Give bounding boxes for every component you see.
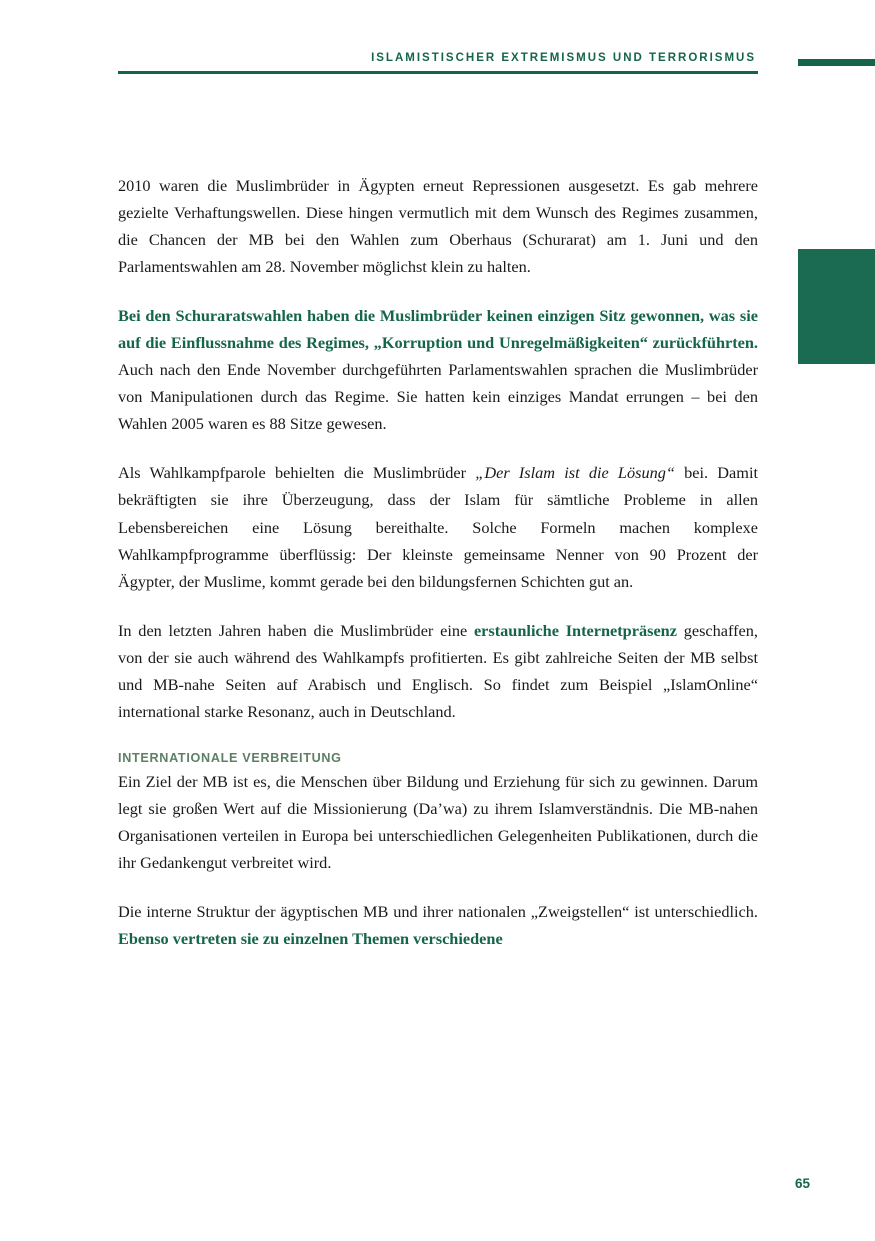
header-edge-tab	[798, 59, 875, 66]
paragraph-6-before: Die interne Struktur der ägyptischen MB und ihrer nationalen „Zweigstellen“ ist unterschiedlich.	[118, 902, 758, 922]
paragraph-2-highlight: Bei den Schuraratswahlen haben die Muslimbrüder keinen einzigen Sitz gewonnen, was sie auf die Einflussnahme des Regimes, „Korruption und Unregelmäßigkeiten“ zurückführten.	[118, 306, 758, 353]
paragraph-1: 2010 waren die Muslimbrüder in Ägypten erneut Repressionen ausgesetzt. Es gab mehrere gezielte Verhaftungswellen. Diese hingen vermutlich mit dem Wunsch des Regimes zusammen, die Chancen der MB bei den Wahlen zum Oberhaus (Schurarat) am 1. Juni und den Parlamentswahlen am 28. November möglichst klein zu halten.	[118, 176, 758, 277]
paragraph-6	[118, 898, 758, 952]
page-number: 65	[794, 1176, 810, 1191]
paragraph-6-highlight: Ebenso vertreten sie zu einzelnen Themen verschiedene	[118, 929, 503, 949]
paragraph-4-before: In den letzten Jahren haben die Muslimbrüder eine	[118, 620, 474, 640]
paragraph-4	[118, 617, 758, 725]
body-text-column	[118, 172, 758, 952]
paragraph-3-before: Als Wahlkampfparole behielten die Muslimbrüder	[118, 463, 476, 483]
running-head-title: ISLAMISTISCHER EXTREMISMUS UND TERRORISMUS	[371, 52, 756, 64]
section-subheading: INTERNATIONALE VERBREITUNG	[118, 750, 342, 765]
paragraph-2-rest: Auch nach den Ende November durchgeführten Parlamentswahlen sprachen die Muslimbrüder von Manipulationen durch das Regime. Sie hatten kein einziges Mandat errungen – bei den Wahlen 2005 waren es 88 Sitze gewesen.	[118, 360, 758, 434]
running-head	[118, 52, 758, 74]
paragraph-3-slogan: „Der Islam ist die Lösung“	[475, 463, 675, 483]
header-rule	[118, 71, 758, 74]
paragraph-5: Ein Ziel der MB ist es, die Menschen über Bildung und Erziehung für sich zu gewinnen. Darum legt sie großen Wert auf die Missionierung (Da’wa) zu ihrem Islamverständnis. Die MB-nahen Organisationen verteilen in Europa bei unterschiedlichen Gelegenheiten Publikationen, durch die ihr Gedankengut verbreitet wird.	[118, 771, 758, 872]
paragraph-2	[118, 302, 758, 437]
paragraph-3	[118, 459, 758, 594]
edge-marker-block	[798, 249, 875, 364]
paragraph-3-after: bei. Damit bekräftigten sie ihre Überzeugung, dass der Islam für sämtliche Probleme in allen Lebensbereichen eine Lösung bereithalte. Solche Formeln machen komplexe Wahlkampfprogramme überflüssig: Der kleinste gemeinsame Nenner von 90 Prozent der Ägypter, der Muslime, kommt gerade bei den bildungsfernen Schichten gut an.	[118, 463, 758, 591]
paragraph-4-after: geschaffen, von der sie auch während des Wahlkampfs profitierten. Es gibt zahlreiche Seiten der MB selbst und MB-nahe Seiten auf Arabisch und Englisch. So findet zum Beispiel „IslamOnline“ international starke Resonanz, auch in Deutschland.	[118, 620, 758, 721]
paragraph-4-highlight: erstaunliche Internetpräsenz	[473, 620, 677, 640]
